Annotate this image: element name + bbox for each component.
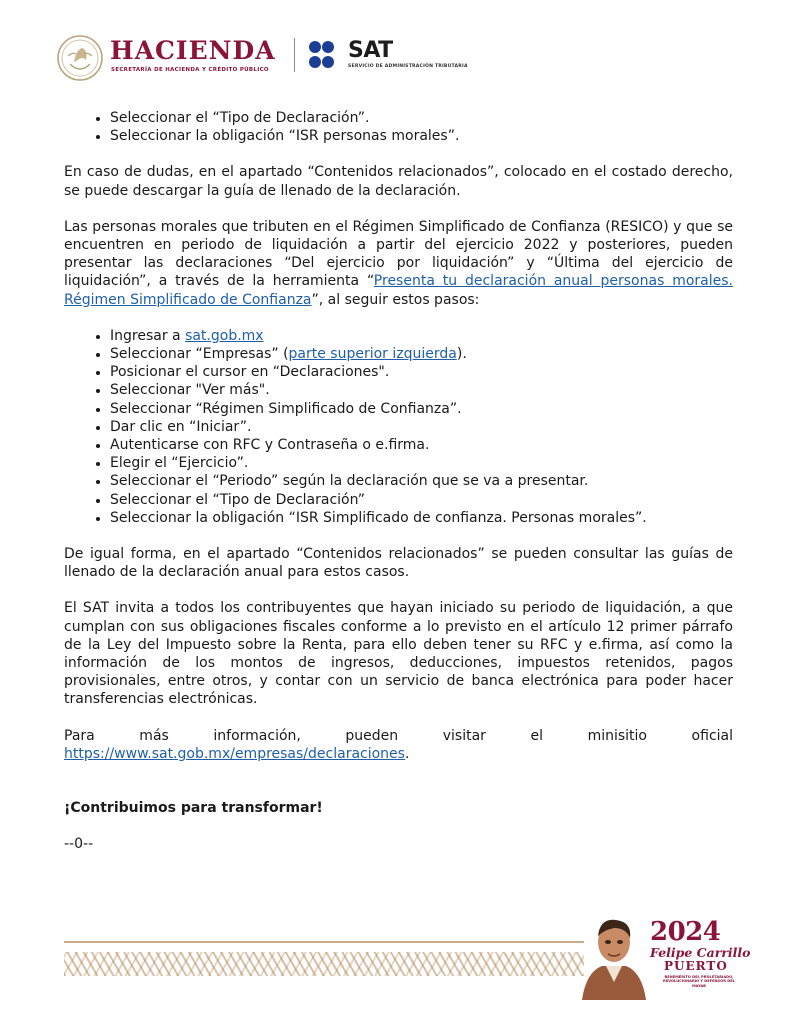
footer-divider <box>64 941 584 943</box>
agency-name: SAT <box>348 38 393 63</box>
step-text: Seleccionar “Empresas” ( <box>110 346 289 363</box>
paragraph-invita: El SAT invita a todos los contribuyentes que hayan iniciado su periodo de liquidación, a que cumplan con sus obligaciones fiscales conforme a lo previsto en el artículo 12 primer párrafo de la Ley del Impuesto sobre la Renta, para ello deben tener su RFC y e.firma, así como la información de los montos de ingresos, deducciones, impuestos retenidos, pagos provisionales, entre otros, y contar con un servicio de banca electrónica para poder hacer transferencias electrónicas. <box>64 600 733 708</box>
declarations-url-link[interactable]: https://www.sat.gob.mx/empresas/declaraciones <box>64 745 405 762</box>
step-text: Ingresar a <box>110 327 186 344</box>
tool-link[interactable]: Presenta tu declaración anual personas morales. Régimen Simplificado de Confianza <box>64 273 734 308</box>
coat-of-arms-seal-icon <box>56 34 104 82</box>
end-mark: --0-- <box>64 836 94 853</box>
list-item: • Seleccionar “Régimen Simplificado de Confianza”. <box>110 400 733 418</box>
header-divider <box>294 38 295 72</box>
portrait-illustration-icon <box>580 908 648 1000</box>
list-item: • Seleccionar "Ver más". <box>110 381 733 399</box>
document-header <box>56 34 476 90</box>
paragraph-text: . <box>404 745 410 762</box>
paragraph-resico <box>64 218 733 309</box>
list-item: • Posicionar el cursor en “Declaraciones". <box>110 363 733 381</box>
year-honoree-name: Felipe Carrillo <box>650 945 751 960</box>
sat-site-link[interactable]: sat.gob.mx <box>185 327 264 344</box>
year-caption: BENEMÉRITO DEL PROLETARIADO, REVOLUCIONARIO Y DEFENSOR DEL MAYAB <box>663 975 735 988</box>
paragraph-text: ”, al seguir estos pasos: <box>311 291 480 308</box>
list-item: • Seleccionar el “Tipo de Declaración”. <box>110 109 733 127</box>
intro-bullet-list <box>64 109 733 145</box>
steps-list <box>64 327 733 527</box>
closing-slogan: ¡Contribuimos para transformar! <box>64 800 323 817</box>
paragraph-dudas: En caso de dudas, en el apartado “Contenidos relacionados”, colocado en el costado derecho, se puede descargar la guía de llenado de la declaración. <box>64 164 733 199</box>
list-item: • Autenticarse con RFC y Contraseña o e.firma. <box>110 436 733 454</box>
agency-subtitle: SERVICIO DE ADMINISTRACIÓN TRIBUTARIA <box>348 64 468 69</box>
list-item <box>110 327 733 345</box>
paragraph-guias: De igual forma, en el apartado “Contenidos relacionados” se pueden consultar las guías de llenado de la declaración anual para estos casos. <box>64 546 733 581</box>
ministry-name: HACIENDA <box>110 36 276 65</box>
document-body <box>64 109 733 854</box>
top-left-link[interactable]: parte superior izquierda <box>288 346 457 363</box>
paragraph-text: Las personas morales que tributen en el Régimen Simplificado de Confianza (RESICO) y que se encuentren en periodo de liquidación a partir del ejercicio 2022 y posteriores, pueden presentar las declaraciones “Del ejercicio por liquidación” y “Última del ejercicio de liquidación”, a través de la herramienta “ <box>64 218 733 290</box>
year-logo <box>650 918 750 988</box>
year-honoree-surname: PUERTO <box>664 959 728 973</box>
list-item <box>110 345 733 363</box>
ministry-subtitle: SECRETARÍA DE HACIENDA Y CRÉDITO PÚBLICO <box>111 67 269 73</box>
list-item: • Seleccionar la obligación “ISR Simplificado de confianza. Personas morales”. <box>110 509 733 527</box>
paragraph-info-link <box>64 745 733 763</box>
list-item: • Seleccionar la obligación “ISR personas morales”. <box>110 127 733 145</box>
list-item: • Seleccionar el “Tipo de Declaración” <box>110 491 733 509</box>
sat-logo-icon <box>308 40 344 70</box>
footer-pattern <box>64 952 584 976</box>
list-item: • Elegir el “Ejercicio”. <box>110 454 733 472</box>
list-item: • Dar clic en “Iniciar”. <box>110 418 733 436</box>
paragraph-info: Para más información, pueden visitar el minisitio oficial <box>64 727 733 744</box>
year-number: 2024 <box>650 917 721 947</box>
footer-band <box>64 938 584 982</box>
list-item: • Seleccionar el “Periodo” según la declaración que se va a presentar. <box>110 472 733 490</box>
step-text: ). <box>456 346 467 363</box>
